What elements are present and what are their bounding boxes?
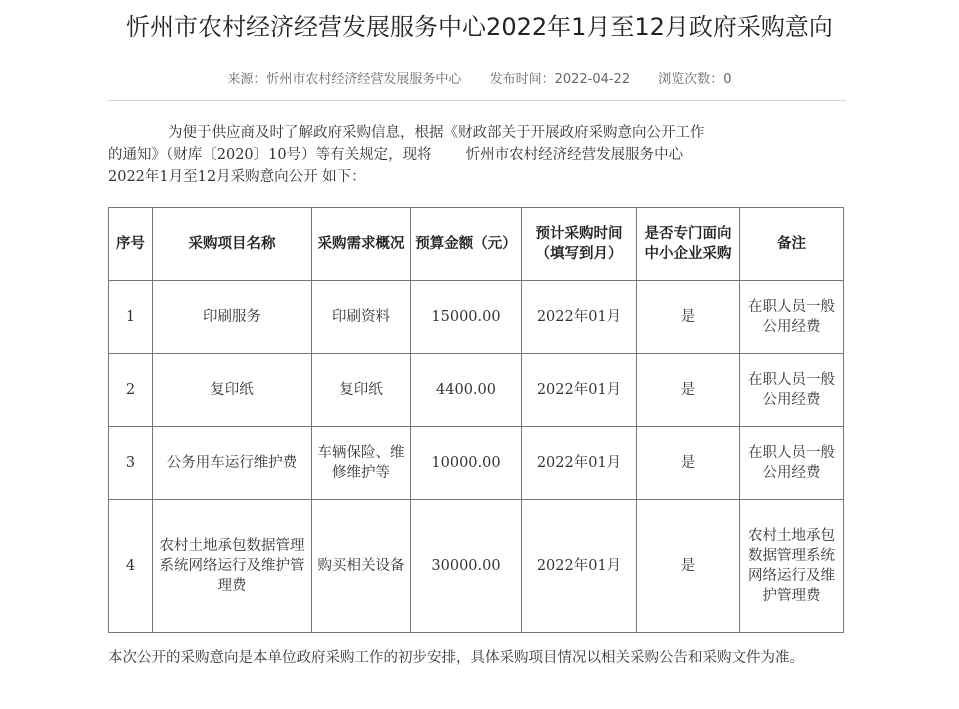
- table-row: [109, 281, 844, 354]
- cell-remarks: 在职人员一般公用经费: [740, 281, 844, 354]
- cell-time: 2022年01月: [522, 500, 637, 633]
- cell-budget: 4400.00: [411, 354, 522, 427]
- cell-demand: 购买相关设备: [312, 500, 411, 633]
- cell-remarks: 在职人员一般公用经费: [740, 354, 844, 427]
- cell-budget: 30000.00: [411, 500, 522, 633]
- header-time: 预计采购时间（填写到月）: [522, 208, 637, 281]
- procurement-table: [108, 207, 844, 633]
- header-project-name: 采购项目名称: [153, 208, 312, 281]
- intro-paragraph: [108, 122, 846, 188]
- header-budget: 预算金额（元）: [411, 208, 522, 281]
- cell-project-name: 公务用车运行维护费: [153, 427, 312, 500]
- cell-project-name: 农村土地承包数据管理系统网络运行及维护管理费: [153, 500, 312, 633]
- cell-time: 2022年01月: [522, 281, 637, 354]
- cell-time: 2022年01月: [522, 354, 637, 427]
- cell-sme: 是: [637, 281, 740, 354]
- cell-index: 1: [109, 281, 153, 354]
- cell-sme: 是: [637, 500, 740, 633]
- cell-sme: 是: [637, 354, 740, 427]
- table-header-row: [109, 208, 844, 281]
- title-divider: [107, 100, 846, 101]
- intro-agency-name: 忻州市农村经济经营发展服务中心: [465, 147, 684, 163]
- cell-remarks: 农村土地承包数据管理系统网络运行及维护管理费: [740, 500, 844, 633]
- cell-project-name: 印刷服务: [153, 281, 312, 354]
- table-row: [109, 354, 844, 427]
- cell-index: 4: [109, 500, 153, 633]
- header-demand: 采购需求概况: [312, 208, 411, 281]
- cell-index: 2: [109, 354, 153, 427]
- intro-line-2: 的通知》（财库〔2020〕10号）等有关规定，现将: [108, 147, 432, 163]
- cell-time: 2022年01月: [522, 427, 637, 500]
- header-index: 序号: [109, 208, 153, 281]
- article-meta: [0, 70, 959, 90]
- cell-index: 3: [109, 427, 153, 500]
- table-row: [109, 427, 844, 500]
- cell-demand: 车辆保险、维修维护等: [312, 427, 411, 500]
- intro-line-3: 2022年1月至12月采购意向公开 如下：: [108, 169, 366, 185]
- header-sme: 是否专门面向中小企业采购: [637, 208, 740, 281]
- cell-sme: 是: [637, 427, 740, 500]
- cell-budget: 15000.00: [411, 281, 522, 354]
- cell-budget: 10000.00: [411, 427, 522, 500]
- publish-date: 发布时间：2022-04-22: [489, 72, 631, 87]
- cell-project-name: 复印纸: [153, 354, 312, 427]
- cell-demand: 印刷资料: [312, 281, 411, 354]
- header-remarks: 备注: [740, 208, 844, 281]
- view-count: 浏览次数：0: [658, 72, 732, 87]
- cell-remarks: 在职人员一般公用经费: [740, 427, 844, 500]
- article-source: 来源：忻州市农村经济经营发展服务中心: [227, 72, 462, 87]
- footer-note: [108, 640, 846, 676]
- page-title: 忻州市农村经济经营发展服务中心2022年1月至12月政府采购意向: [126, 13, 833, 41]
- footer-text: 本次公开的采购意向是本单位政府采购工作的初步安排，具体采购项目情况以相关采购公告和采购文件为准。: [108, 650, 804, 666]
- intro-line-1: 为便于供应商及时了解政府采购信息，根据《财政部关于开展政府采购意向公开工作: [168, 125, 705, 141]
- cell-demand: 复印纸: [312, 354, 411, 427]
- table-row: [109, 500, 844, 633]
